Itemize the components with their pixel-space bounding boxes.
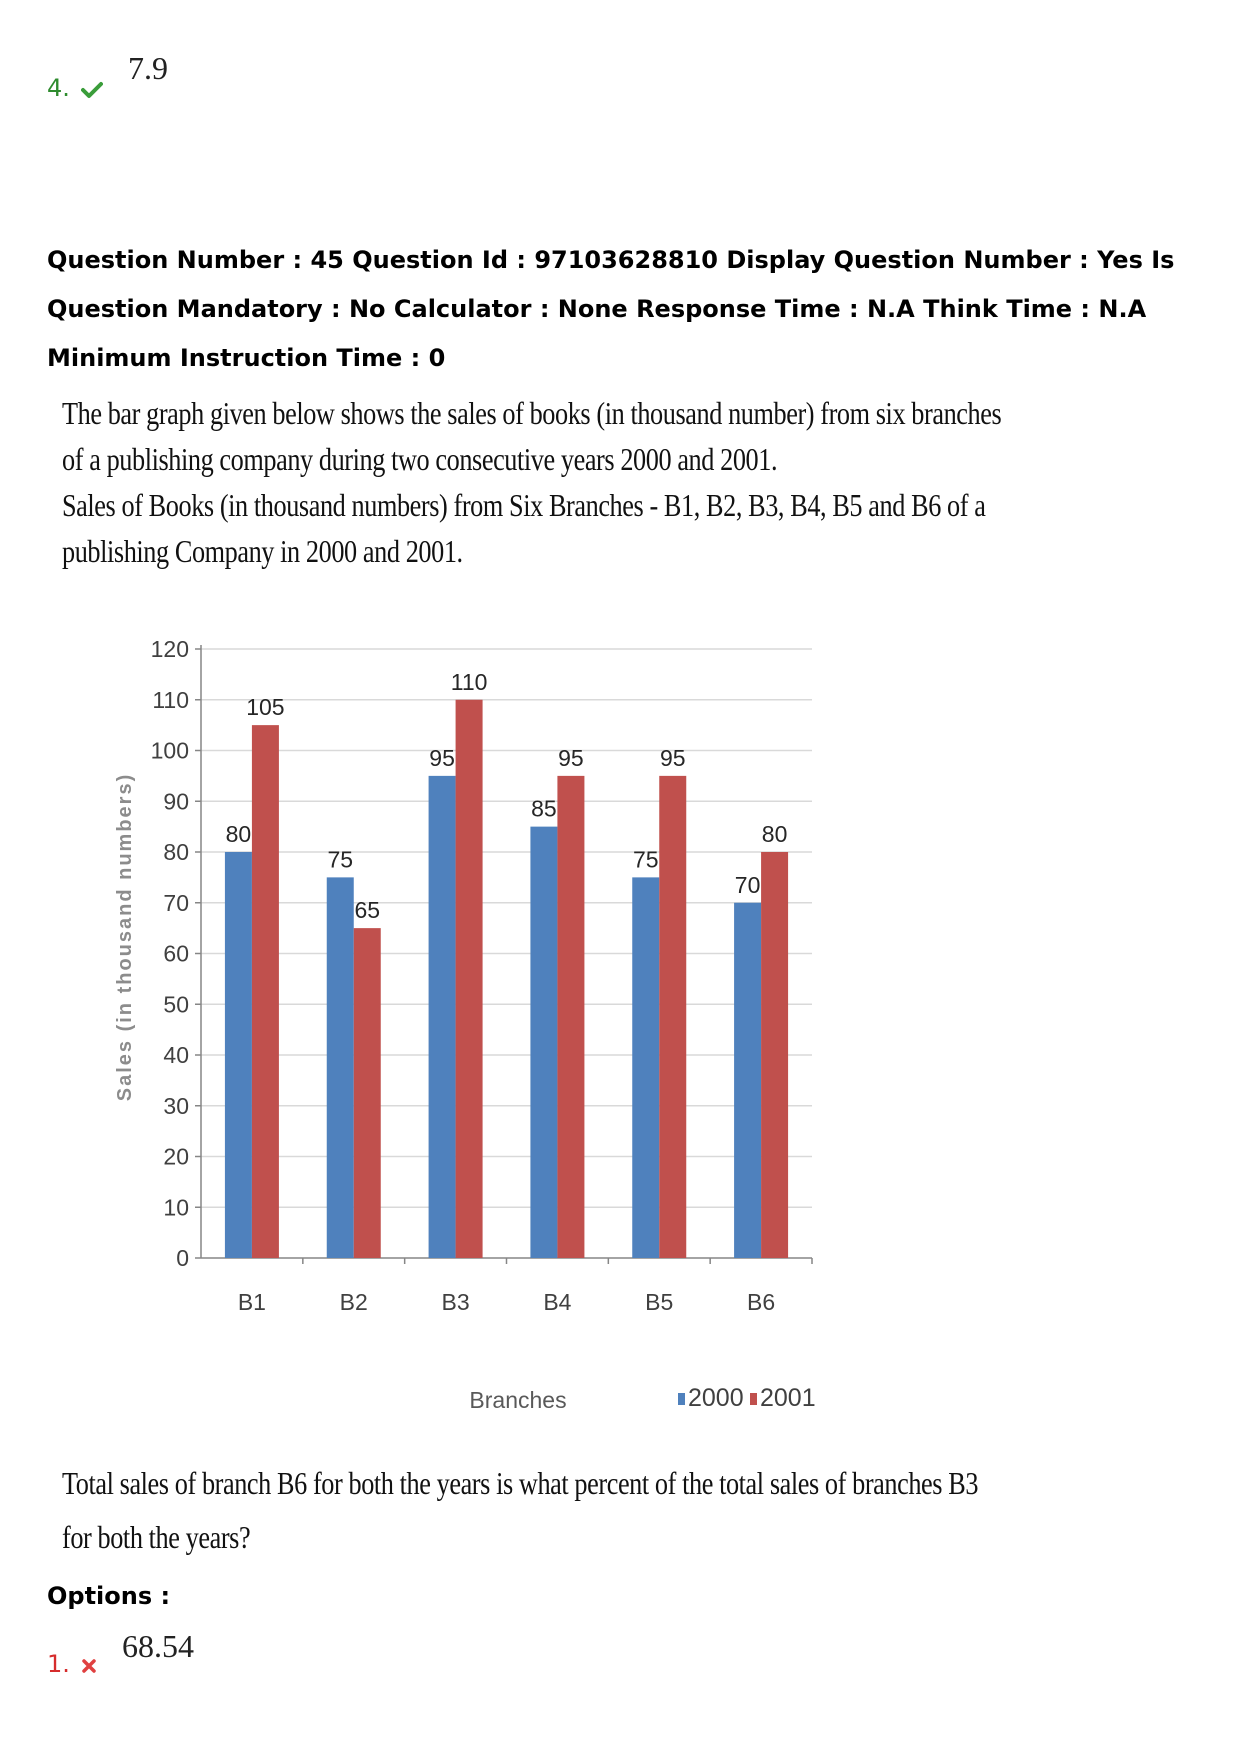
y-tick-label: 50 xyxy=(163,991,189,1018)
legend-swatch-2000 xyxy=(678,1393,685,1405)
question-meta: Question Number : 45 Question Id : 97103628810 Display Question Number : Yes Is Question Mandatory : No Calculator : None Response Time : N.A Think Time : N.A Minimum Instruction Time : 0 xyxy=(47,246,1175,372)
option-number: 4. xyxy=(47,74,70,102)
x-tick-label: B6 xyxy=(747,1289,776,1315)
data-label: 110 xyxy=(450,668,488,695)
data-label: 70 xyxy=(734,871,761,898)
y-tick-label: 70 xyxy=(163,889,189,916)
data-label: 65 xyxy=(354,897,381,924)
y-tick-label: 90 xyxy=(163,788,189,815)
y-tick-label: 40 xyxy=(163,1042,189,1068)
bar-b3-2000 xyxy=(429,776,456,1258)
data-label: 105 xyxy=(246,694,285,721)
legend-label: 2000 xyxy=(688,1384,744,1412)
data-label: 85 xyxy=(531,795,557,822)
cross-icon xyxy=(81,1658,97,1678)
y-axis-label: Sales (in thousand numbers) xyxy=(114,772,136,1102)
data-label: 75 xyxy=(327,846,354,873)
y-tick-label: 0 xyxy=(176,1245,189,1271)
bar-b5-2000 xyxy=(632,877,659,1258)
bar-b1-2000 xyxy=(225,852,252,1258)
checkmark-icon xyxy=(81,81,103,103)
option-1[interactable] xyxy=(47,1650,97,1678)
y-tick-label: 10 xyxy=(163,1194,189,1221)
question-line-2: for both the years? xyxy=(62,1519,251,1555)
question-line-1: Total sales of branch B6 for both the years is what percent of the total sales of branches B3 xyxy=(62,1465,979,1501)
chart-gridlines xyxy=(201,649,812,1207)
bar-b5-2001 xyxy=(659,776,686,1258)
bar-b6-2001 xyxy=(761,852,788,1258)
intro-line-4: publishing Company in 2000 and 2001. xyxy=(62,533,463,569)
data-label: 80 xyxy=(761,821,788,847)
bar-b2-2000 xyxy=(327,877,354,1258)
y-tick-label: 60 xyxy=(163,940,189,967)
data-label: 95 xyxy=(429,744,455,771)
y-tick-label: 100 xyxy=(150,737,189,764)
x-tick-label: B2 xyxy=(339,1289,368,1315)
x-tick-label: B4 xyxy=(543,1289,572,1315)
option-4 xyxy=(47,74,103,103)
bar-b2-2001 xyxy=(354,928,381,1258)
bar-b3-2001 xyxy=(456,700,483,1258)
y-tick-label: 120 xyxy=(150,636,189,662)
legend-label: 2001 xyxy=(760,1384,816,1412)
intro-line-3: Sales of Books (in thousand numbers) from Six Branches - B1, B2, B3, B4, B5 and B6 of a xyxy=(62,487,986,523)
sales-bar-chart xyxy=(100,620,840,1420)
bar-b6-2000 xyxy=(734,903,761,1258)
y-tick-label: 20 xyxy=(163,1143,189,1170)
y-tick-label: 110 xyxy=(152,686,189,713)
intro-line-2: of a publishing company during two consecutive years 2000 and 2001. xyxy=(62,441,778,477)
chart-data-labels xyxy=(226,669,788,923)
chart-axes xyxy=(195,645,812,1264)
option-4-value: 7.9 xyxy=(128,50,168,86)
option-number: 1. xyxy=(47,1650,70,1678)
legend-swatch-2001 xyxy=(750,1393,757,1405)
x-tick-label: B1 xyxy=(237,1289,266,1315)
data-label: 75 xyxy=(632,846,659,873)
option-1-value: 68.54 xyxy=(122,1628,194,1664)
data-label: 95 xyxy=(659,744,686,771)
chart-bars xyxy=(225,700,788,1258)
data-label: 80 xyxy=(225,821,252,847)
x-axis-label: Branches xyxy=(469,1387,567,1413)
bar-b1-2001 xyxy=(252,725,279,1258)
options-label: Options : xyxy=(47,1582,171,1610)
x-tick-label: B5 xyxy=(645,1289,674,1315)
y-tick-label: 80 xyxy=(163,839,189,865)
x-tick-label: B3 xyxy=(441,1289,470,1315)
intro-line-1: The bar graph given below shows the sales of books (in thousand number) from six branches xyxy=(62,395,1002,431)
data-label: 95 xyxy=(558,744,584,771)
y-tick-label: 30 xyxy=(163,1092,189,1119)
bar-b4-2000 xyxy=(530,827,557,1258)
chart-legend xyxy=(678,1384,816,1412)
bar-b4-2001 xyxy=(557,776,584,1258)
